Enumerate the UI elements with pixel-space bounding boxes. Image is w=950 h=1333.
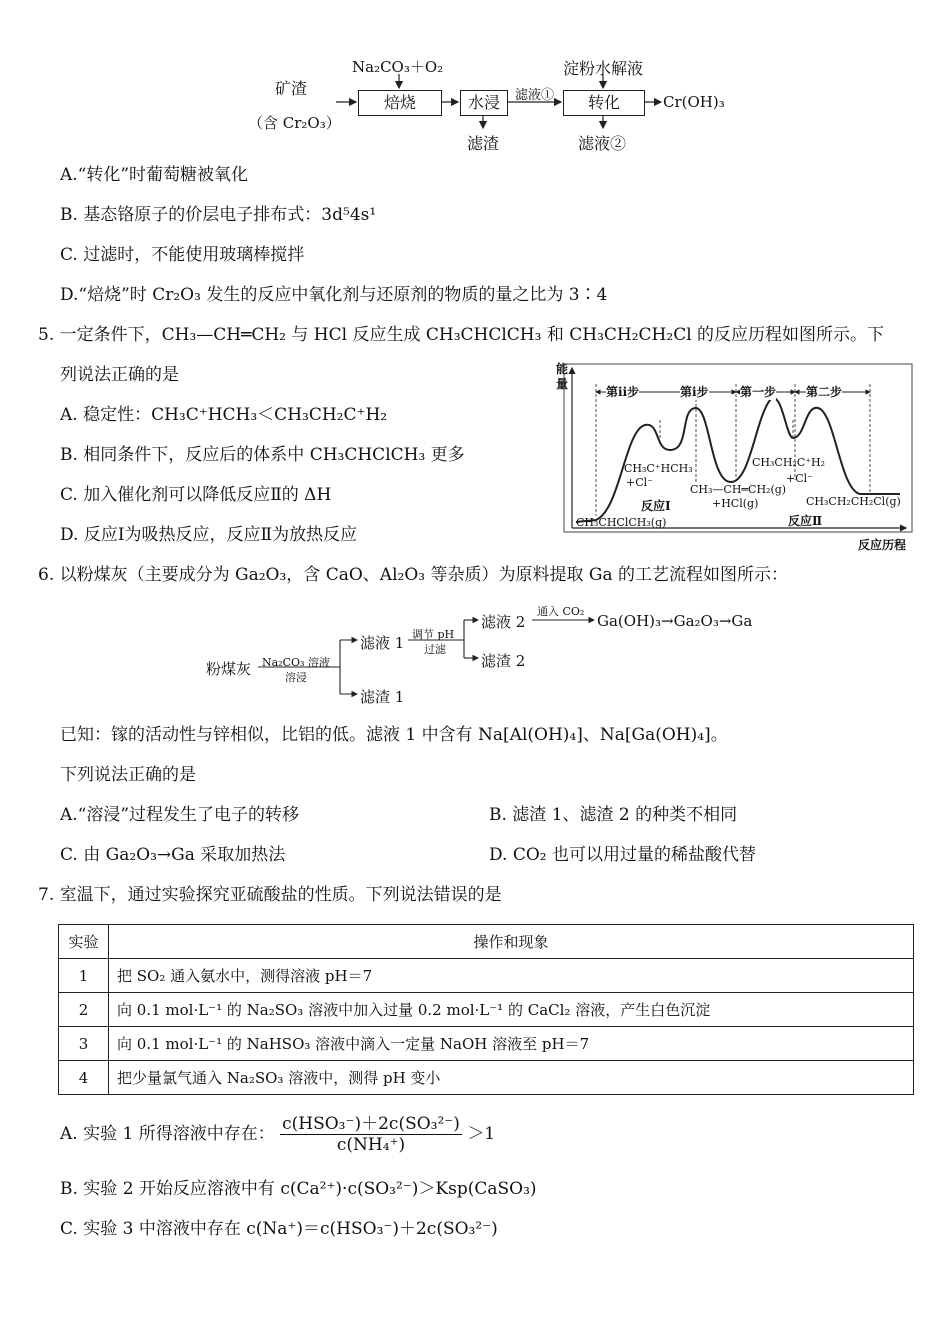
option-a-suffix: ＞1 (467, 1124, 496, 1144)
ore-note: （含 Cr₂O₃） (248, 114, 341, 132)
row-text: 把少量氯气通入 Na₂SO₃ 溶液中，测得 pH 变小 (109, 1061, 914, 1095)
row-number: 4 (59, 1061, 109, 1095)
table-row (59, 1027, 914, 1061)
header-experiment: 实验 (59, 925, 109, 959)
q4-option-d[interactable]: D.“焙烧”时 Cr₂O₃ 发生的反应中氧化剂与还原剂的物质的量之比为 3∶4 (60, 285, 608, 305)
q5-stem-line2: 列说法正确的是 (60, 365, 179, 385)
q6-stem: 6. 以粉煤灰（主要成分为 Ga₂O₃，含 CaO、Al₂O₃ 等杂质）为原料提取 Ga 的工艺流程如图所示： (38, 565, 788, 585)
q7-option-b[interactable]: B. 实验 2 开始反应溶液中有 c(Ca²⁺)·c(SO₃²⁻)＞Ksp(CaSO₃) (60, 1179, 537, 1199)
co2-label: 通入 CO₂ (537, 605, 585, 618)
q4-option-a[interactable]: A.“转化”时葡萄糖被氧化 (60, 165, 249, 185)
row-number: 1 (59, 959, 109, 993)
step-one-b: 第一步 (740, 385, 777, 399)
row-number: 2 (59, 993, 109, 1027)
right-chloride: +Cl⁻ (786, 472, 813, 485)
q4-option-b[interactable]: B. 基态铬原子的价层电子排布式：3d⁵4s¹ (60, 205, 377, 225)
reaction-1-label: 反应Ⅰ (641, 499, 671, 513)
fraction-denominator: c(NH₄⁺) (336, 1135, 406, 1155)
adjust-ph: 调节 pH (412, 628, 455, 641)
row-text: 向 0.1 mol·L⁻¹ 的 NaHSO₃ 溶液中滴入一定量 NaOH 溶液至 pH＝7 (109, 1027, 914, 1061)
q6-option-c[interactable]: C. 由 Ga₂O₃→Ga 采取加热法 (60, 845, 286, 865)
step-i-a: 第ⅰ步 (680, 385, 709, 399)
fraction-numerator: c(HSO₃⁻)＋2c(SO₃²⁻) (282, 1114, 460, 1134)
q7-stem: 7. 室温下，通过实验探究亚硫酸盐的性质。下列说法错误的是 (38, 885, 502, 905)
residue-label: 滤渣 (467, 134, 500, 153)
product-1-chloropropane: CH₃CH₂CH₂Cl(g) (806, 495, 901, 508)
product-label: Cr(OH)₃ (663, 93, 725, 111)
filtrate-1: 滤液 1 (360, 634, 405, 652)
table-row (59, 1061, 914, 1095)
filter-label: 过滤 (424, 643, 446, 656)
ga-chain: Ga(OH)₃→Ga₂O₃→Ga (597, 612, 753, 630)
dissolve-leach: 溶浸 (285, 671, 307, 684)
table-row (59, 959, 914, 993)
q4-option-c[interactable]: C. 过滤时，不能使用玻璃棒搅拌 (60, 245, 305, 265)
ore-label: 矿渣 (275, 79, 308, 98)
option-a-prefix: A. 实验 1 所得溶液中存在： (60, 1124, 275, 1144)
q6-option-b[interactable]: B. 滤渣 1、滤渣 2 的种类不相同 (489, 805, 738, 825)
reactant-hcl: +HCl(g) (712, 497, 759, 510)
q5-option-d[interactable]: D. 反应Ⅰ为吸热反应，反应Ⅱ为放热反应 (60, 525, 358, 545)
filtrate1-label: 滤液① (515, 88, 555, 103)
product-2-chloropropane: CH₃CHClCH₃(g) (576, 516, 667, 529)
q6-option-a[interactable]: A.“溶浸”过程发生了电子的转移 (60, 805, 300, 825)
table-row (59, 993, 914, 1027)
reagent1-label: Na₂CO₃＋O₂ (352, 58, 444, 76)
step-two-b: 第二步 (806, 385, 843, 399)
table-header-row (59, 925, 914, 959)
filtrate2-label: 滤液② (578, 134, 627, 153)
reaction-2-label: 反应Ⅱ (788, 514, 823, 528)
q6-ask: 下列说法正确的是 (60, 765, 196, 785)
convert-box: 转化 (563, 90, 645, 116)
right-carbocation: CH₃CH₂C⁺H₂ (752, 456, 826, 469)
step-ii-a: 第ⅱ步 (606, 385, 640, 399)
q5-stem-line1: 5. 一定条件下，CH₃—CH═CH₂ 与 HCl 反应生成 CH₃CHClCH₃ 和 CH₃CH₂CH₂Cl 的反应历程如图所示。下 (38, 325, 885, 345)
y-axis-label-1: 能 (556, 362, 569, 376)
y-axis-label-2: 量 (556, 377, 569, 391)
header-operation: 操作和现象 (109, 925, 914, 959)
x-axis-label: 反应历程 (858, 538, 907, 552)
row-text: 向 0.1 mol·L⁻¹ 的 Na₂SO₃ 溶液中加入过量 0.2 mol·L⁻¹ 的 CaCl₂ 溶液，产生白色沉淀 (109, 993, 914, 1027)
q5-option-c[interactable]: C. 加入催化剂可以降低反应Ⅱ的 ΔH (60, 485, 332, 505)
row-text: 把 SO₂ 通入氨水中，测得溶液 pH＝7 (109, 959, 914, 993)
q5-option-a[interactable]: A. 稳定性：CH₃C⁺HCH₃＜CH₃CH₂C⁺H₂ (60, 405, 388, 425)
reagent2-label: 淀粉水解液 (563, 59, 644, 78)
na2co3-reagent: Na₂CO₃ 溶液 (262, 656, 330, 669)
residue-1: 滤渣 1 (360, 688, 405, 706)
q7-option-c[interactable]: C. 实验 3 中溶液中存在 c(Na⁺)＝c(HSO₃⁻)＋2c(SO₃²⁻) (60, 1219, 498, 1239)
row-number: 3 (59, 1027, 109, 1061)
left-chloride: +Cl⁻ (626, 476, 653, 489)
fly-ash-label: 粉煤灰 (206, 660, 252, 678)
q6-option-d[interactable]: D. CO₂ 也可以用过量的稀盐酸代替 (489, 845, 756, 865)
q5-option-b[interactable]: B. 相同条件下，反应后的体系中 CH₃CHClCH₃ 更多 (60, 445, 465, 465)
filtrate-2: 滤液 2 (481, 613, 526, 631)
q6-flow-arrows (0, 590, 950, 710)
q7-option-a[interactable] (60, 1114, 495, 1155)
roast-box: 焙烧 (358, 90, 442, 116)
residue-2: 滤渣 2 (481, 652, 526, 670)
option-a-fraction (280, 1114, 462, 1155)
leach-box: 水浸 (460, 90, 508, 116)
q4-flow-arrows (0, 0, 950, 160)
left-carbocation: CH₃C⁺HCH₃ (624, 462, 693, 475)
experiment-table (58, 924, 914, 1095)
q6-known: 已知：镓的活动性与锌相似，比铝的低。滤液 1 中含有 Na[Al(OH)₄]、Na[Ga(OH)₄]。 (60, 725, 728, 745)
reactant-propene: CH₃—CH═CH₂(g) (690, 483, 787, 496)
